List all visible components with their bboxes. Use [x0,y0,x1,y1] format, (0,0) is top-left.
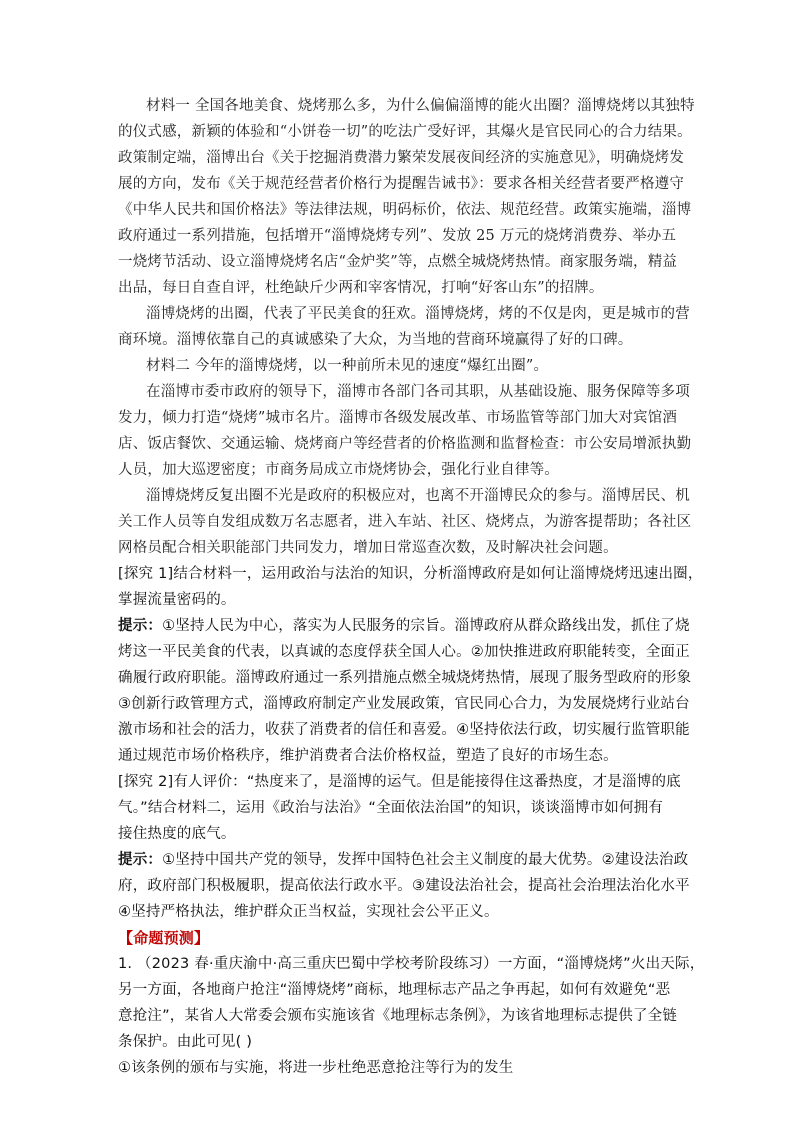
hint2-label: 提示： [118,852,163,868]
material1-line: 政府通过一系列措施，包括增开“淄博烧烤专列”、发放 25 万元的烧烤消费券、举办五 [118,228,677,244]
material1-line: 出品，每日自查自评，杜绝缺斤少两和宰客情况，打响“好客山东”的招牌。 [118,280,604,296]
hint2-text: ①坚持中国共产党的领导，发挥中国特色社会主义制度的最大优势。②建设法治政 [162,852,689,868]
question1-option: ①该条例的颁布与实施，将进一步杜绝恶意抢注等行为的发生 [118,1060,514,1076]
material2-line: 材料二 今年的淄博烧烤，以一种前所未见的速度“爆红出圈”。 [146,358,549,374]
explore1-line: [探究 1]结合材料一，运用政治与法治的知识，分析淄博政府是如何让淄博烧烤迅速出圈， [118,566,703,582]
material1-line: 展的方向，发布《关于规范经营者价格行为提醒告诫书》：要求各相关经营者要严格遵守 [118,176,685,192]
explore2-line: 接住热度的底气。 [118,826,236,842]
material2-line: 网格员配合相关职能部门共同发力，增加日常巡查次数，及时解决社会问题。 [118,540,618,556]
explore1-line: 掌握流量密码的。 [118,592,236,608]
material1-line: 材料一 全国各地美食、烧烤那么多，为什么偏偏淄博的能火出圈？淄博烧烤以其独特 [146,98,695,114]
hint1-line: 通过规范市场价格秩序，维护消费者合法价格权益，塑造了良好的市场生态。 [118,748,618,764]
material2-line: 店、饭店餐饮、交通运输、烧烤商户等经营者的价格监测和监督检查：市公安局增派执勤 [118,436,692,452]
material2-line: 发力，倾力打造“烧烤”城市名片。淄博市各级发展改革、市场监管等部门加大对宾馆酒 [118,410,678,426]
question1-line: 意抢注”，某省人大常委会颁布实施该省《地理标志条例》，为该省地理标志提供了全链 [118,1008,678,1024]
hint2-line: ④坚持严格执法，维护群众正当权益，实现社会公平正义。 [118,904,499,920]
material2-line: 关工作人员等自发组成数万名志愿者，进入车站、社区、烧烤点，为游客提帮助；各社区 [118,514,692,530]
hint2-line: 府，政府部门积极履职，提高依法行政水平。③建设法治社会，提高社会治理法治化水平 [118,878,690,894]
material1-line: 商环境。淄博依靠自己的真诚感染了大众，为当地的营商环境赢得了好的口碑。 [118,332,633,348]
explore2-line: 气。”结合材料二，运用《政治与法治》“全面依法治国”的知识，谈谈淄博市如何拥有 [118,800,664,816]
question1-line: 另一方面，各地商户抢注“淄博烧烤”商标，地理标志产品之争再起，如何有效避免“恶 [118,982,671,998]
hint1-line: 确履行政府职能。淄博政府通过一系列措施点燃全城烧烤热情，展现了服务型政府的形象 [118,670,692,686]
explore2-line: [探究 2]有人评价：“热度来了，是淄博的运气。但是能接得住这番热度，才是淄博的底 [118,774,681,790]
section-heading: 【命题预测】 [118,929,210,947]
question1-line: 1. （2023 春·重庆渝中·高三重庆巴蜀中学校考阶段练习）一方面，“淄博烧烤”火出天际， [118,956,705,972]
material1-line: 政策制定端，淄博出台《关于挖掘消费潜力繁荣发展夜间经济的实施意见》，明确烧烤发 [118,150,685,166]
material1-line: 的仪式感，新颖的体验和“小饼卷一切”的吃法广受好评，其爆火是官民同心的合力结果。 [118,124,692,140]
hint1-line: ③创新行政管理方式，淄博政府制定产业发展政策，官民同心合力，为发展烧烤行业站台 [118,696,690,712]
material1-line: 一烧烤节活动、设立淄博烧烤名店“金炉奖”等，点燃全城烧烤热情。商家服务端，精益 [118,254,678,270]
hint1-first-line [118,613,698,639]
material1-line: 淄博烧烤的出圈，代表了平民美食的狂欢。淄博烧烤，烤的不仅是肉，更是城市的营 [146,306,690,322]
material2-line: 淄博烧烤反复出圈不光是政府的积极应对，也离不开淄博民众的参与。淄博居民、机 [146,488,690,504]
question1-line: 条保护。由此可见( ) [118,1034,253,1050]
material1-line: 《中华人民共和国价格法》等法律法规，明码标价，依法、规范经营。政策实施端，淄博 [118,202,692,218]
hint1-line: 烤这一平民美食的代表，以真诚的态度俘获全国人心。②加快推进政府职能转变，全面正 [118,644,690,660]
hint1-line: 激市场和社会的活力，收获了消费者的信任和喜爱。④坚持依法行政，切实履行监管职能 [118,722,690,738]
hint1-text: ①坚持人民为中心，落实为人民服务的宗旨。淄博政府从群众路线出发，抓住了烧 [162,618,690,634]
material2-line: 人员，加大巡逻密度；市商务局成立市烧烤协会，强化行业自律等。 [118,462,559,478]
hint2-first-line [118,847,698,873]
hint1-label: 提示： [118,618,163,634]
material2-line: 在淄博市委市政府的领导下，淄博市各部门各司其职，从基础设施、服务保障等多项 [146,384,690,400]
